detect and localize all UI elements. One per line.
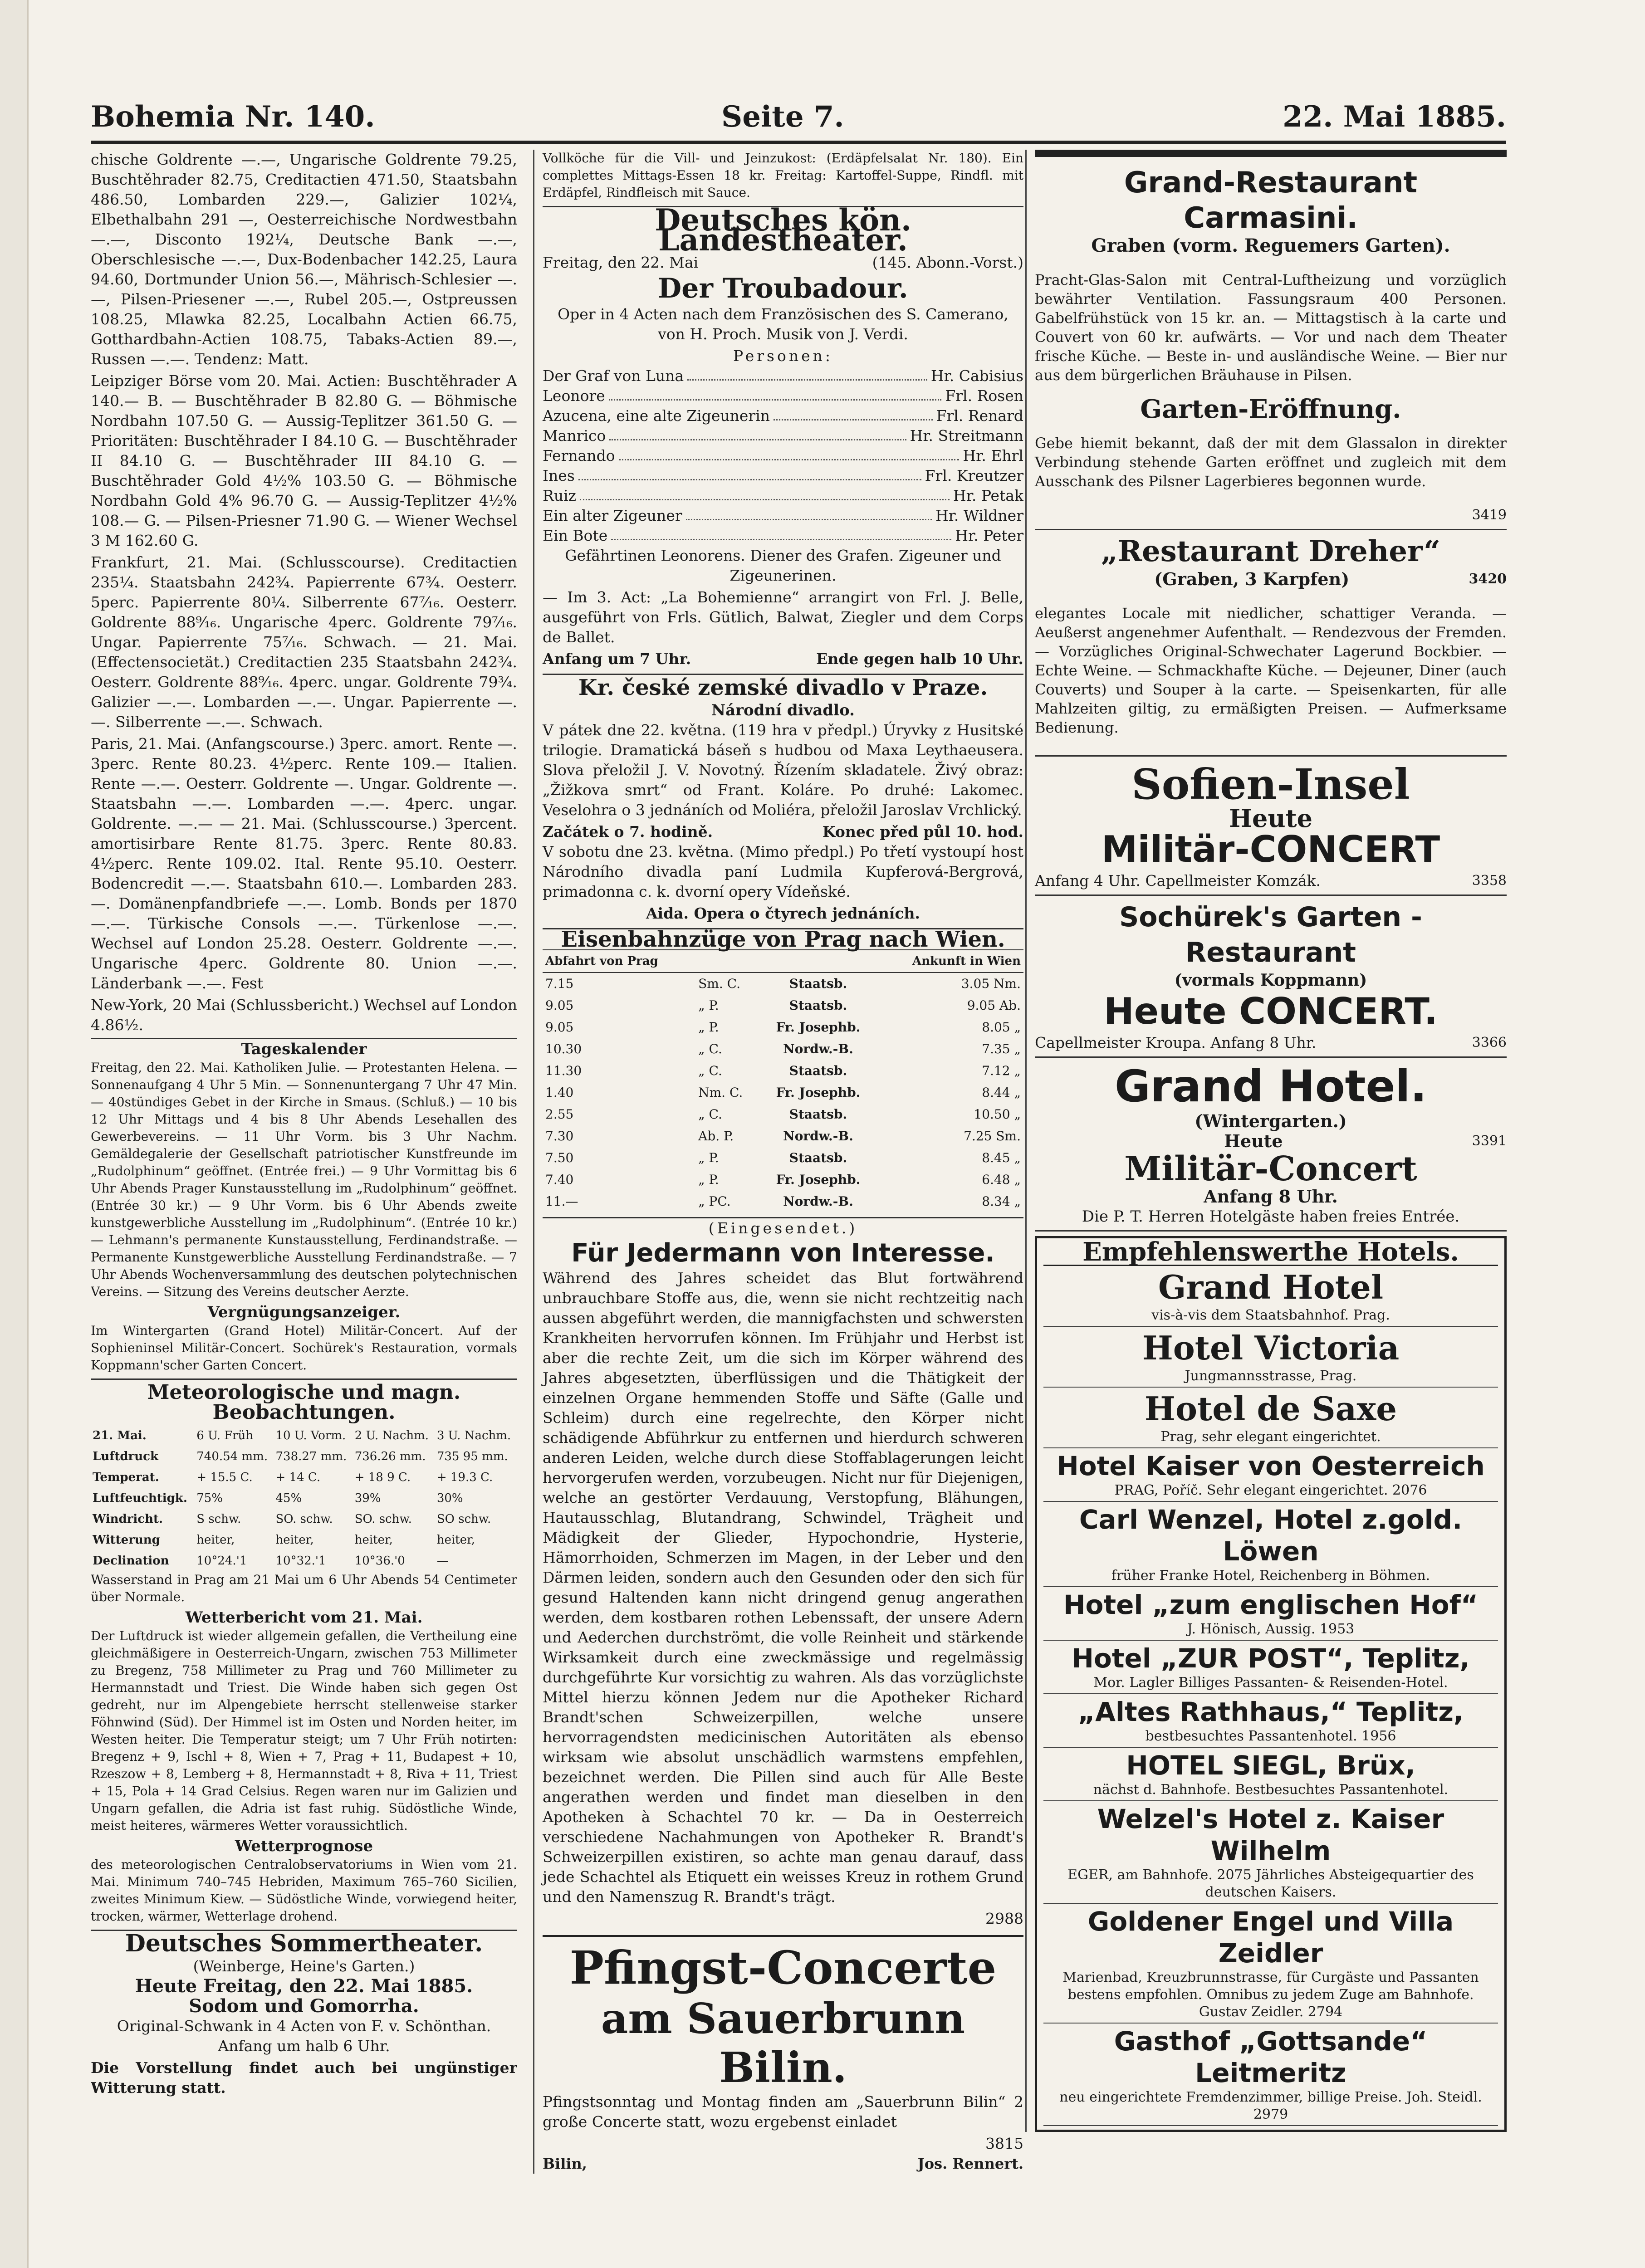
eingesendet-label: (Eingesendet.) xyxy=(543,1217,1023,1238)
hotel-entry xyxy=(1043,1327,1498,1388)
rail-cell: Ab. P. xyxy=(698,1129,734,1144)
grandhotel-name: Grand Hotel. xyxy=(1114,1061,1427,1112)
rail-cell: „ C. xyxy=(698,1041,722,1056)
carmasini-text: Pracht-Glas-Salon mit Central-Luftheizung und vorzüglich bewährter Ventilation. Fassungsraum 400 Personen. Gabelfrühstück von 15 kr. an. — Mittagstisch à la carte und Couvert von 60 kr. aufwärts. — Vor und nach dem Theater frische Küche. — Beste in- und ausländische Weine. — Bier nur aus dem bürgerlichen Bräuhause in Pilsen. xyxy=(1035,271,1507,384)
rail-cell: 6.48 „ xyxy=(982,1172,1021,1187)
hotel-name: Hotel Kaiser von Oesterreich xyxy=(1057,1451,1485,1481)
grandhotel-anfang: Anfang 8 Uhr. xyxy=(1204,1186,1338,1207)
rail-row xyxy=(543,1060,1023,1082)
landestheater-abo: (145. Abonn.-Vorst.) xyxy=(872,254,1023,271)
rail-header-cell xyxy=(760,950,876,973)
meteo-cell: Luftdruck xyxy=(93,1450,159,1463)
meteo-cell: 10°36.'0 xyxy=(354,1554,405,1568)
grandhotel-sub: (Wintergarten.) xyxy=(1195,1111,1347,1131)
rail-header-cell xyxy=(695,950,760,973)
hotel-name: Gasthof „Gottsande“ Leitmeritz xyxy=(1114,2026,1428,2088)
landestheater-play: Der Troubadour. xyxy=(658,273,908,304)
meteo-row xyxy=(91,1509,517,1530)
cast-actor: Hr. Wildner xyxy=(935,507,1023,524)
cast-dots xyxy=(611,526,951,540)
meteo-cell: Declination xyxy=(93,1554,169,1568)
rail-cell: Nordw.-B. xyxy=(783,1129,853,1144)
meteo-cell: 21. Mai. xyxy=(93,1429,147,1442)
meteo-cell: 3 U. Nachm. xyxy=(436,1429,511,1442)
interesse-number: 2988 xyxy=(985,1910,1023,1927)
wasserstand-text: Wasserstand in Prag am 21 Mai um 6 Uhr Abends 54 Centimeter über Normale. xyxy=(91,1572,517,1604)
cast-actor: Frl. Kreutzer xyxy=(925,467,1023,484)
czech-theatre-sub: Národní divadlo. xyxy=(711,701,855,719)
rail-row xyxy=(543,1169,1023,1191)
cast-row xyxy=(543,526,1023,546)
carmasini-ad xyxy=(1035,161,1507,530)
meteo-table xyxy=(91,1425,517,1571)
hotel-subline: neu eingerichtete Fremdenzimmer, billige Preise. Joh. Steidl. 2979 xyxy=(1059,2089,1482,2122)
meteo-cell: 75% xyxy=(196,1491,223,1505)
cast-dots xyxy=(578,466,921,480)
cast-row xyxy=(543,466,1023,486)
dreher-address: (Graben, 3 Karpfen) xyxy=(1154,569,1350,589)
meteo-cell: Temperat. xyxy=(93,1471,159,1484)
rail-cell: 1.40 xyxy=(545,1085,574,1100)
vergnuegung-text: Im Wintergarten (Grand Hotel) Militär-Concert. Auf der Sophieninsel Militär-Concert. Sochürek's Restauration, vormals Koppmann'scher Garten Concert. xyxy=(91,1323,517,1373)
cast-actor: Hr. Ehrl xyxy=(963,447,1023,464)
meteo-row xyxy=(91,1550,517,1571)
hotel-name: Carl Wenzel, Hotel z.gold. Löwen xyxy=(1079,1504,1463,1567)
meteo-cell: SO schw. xyxy=(436,1512,491,1526)
meteo-cell: 738.27 mm. xyxy=(275,1450,347,1463)
rail-cell: 7.35 „ xyxy=(982,1041,1021,1056)
meteo-cell: 10°24.'1 xyxy=(196,1554,247,1568)
cast-row xyxy=(543,366,1023,386)
hotel-entry xyxy=(1043,1801,1498,1904)
pfingst-ad xyxy=(543,1935,1023,2174)
grandhotel-number: 3391 xyxy=(1472,1133,1507,1149)
rail-cell: Sm. C. xyxy=(698,976,740,991)
rail-cell: Fr. Josephb. xyxy=(776,1172,861,1187)
czech-theatre-text: V pátek dne 22. května. (119 hra v předpl.) Úryvky z Husitské trilogie. Dramatická báseň s hudbou od Maxa Leythaeusera. Slova přeložil J. V. Novotný. Řízením skladatele. Živý obraz: „Žižkova smrt“ od Frant. Koláre. Po druhé: Lakomec. Veselohra o 3 jednáních od Moliéra, přeložil Jaroslav Vrchlický. xyxy=(543,721,1023,819)
header-left: Bohemia Nr. 140. xyxy=(91,100,375,134)
grandhotel-heute-line xyxy=(1035,1131,1507,1151)
carmasini-garden: Garten-Eröffnung. xyxy=(1140,394,1401,424)
rail-cell: 7.30 xyxy=(545,1129,574,1144)
meteo-cell: heiter, xyxy=(436,1533,475,1547)
hotel-subline: J. Hönisch, Aussig. 1953 xyxy=(1187,1621,1355,1637)
carmasini-text2: Gebe hiemit bekannt, daß der mit dem Glassalon in direkter Verbindung stehende Garten eröffnet und zugleich mit dem Ausschank des Pilsner Lagerbieres begonnen wurde. xyxy=(1035,435,1507,490)
rail-cell: 7.15 xyxy=(545,976,574,991)
rail-cell: 9.05 xyxy=(545,1020,574,1035)
hotel-subline: Jungmannsstrasse, Prag. xyxy=(1185,1368,1357,1384)
meteo-row xyxy=(91,1425,517,1446)
wetterprognose-text: des meteorologischen Centralobservatoriums in Wien vom 21. Mai. Minimum 740–745 Hebriden, Maximum 765–760 Sicilien, zweites Minimum Kiew. — Südöstliche Winde, vorwiegend heiter, trocken, wärmer, Wetterlage drohend. xyxy=(91,1857,517,1924)
rail-row xyxy=(543,973,1023,995)
sochurek-ad xyxy=(1035,896,1507,1058)
meteo-cell: + 19.3 C. xyxy=(436,1471,493,1484)
dreher-ad xyxy=(1035,530,1507,757)
hotel-entry xyxy=(1043,1388,1498,1448)
cast-role: Ines xyxy=(543,467,575,484)
czech-theatre-times xyxy=(543,822,1023,842)
landestheater-anfang: Anfang um 7 Uhr. xyxy=(543,650,691,668)
cast-row xyxy=(543,486,1023,506)
grandhotel-heute: Heute xyxy=(1224,1131,1283,1151)
cast-dots xyxy=(609,386,942,401)
pfingst-number: 3815 xyxy=(985,2135,1023,2152)
market-text: chische Goldrente —.—, Ungarische Goldrente 79.25, Buschtěhrader 82.75, Creditactien 471.50, Staatsbahn 486.50, Lombarden 229.—, Galizier 102¼, Elbethalbahn 291 —, Oesterreichische Nordwestbahn —.—, Disconto 192¼, Deutsche Bank —.—, Oberschlesische —.—, Dux-Bodenbacher 142.25, Laura 94.60, Dortmunder Union 56.—, Mährisch-Schlesier —.—, Pilsen-Priesener —.—, Rubel 205.—, Ostpreussen 108.25, Mlawka 82.25, Localbahn Actien 66.75, Gotthardbahn-Actien 108.75, Tabaks-Actien 89.—, Russen —.—. Tendenz: Matt. xyxy=(91,151,517,368)
meteo-cell: 6 U. Früh xyxy=(196,1429,254,1442)
hotel-entry xyxy=(1043,1904,1498,2024)
meteo-cell: + 18 9 C. xyxy=(354,1471,411,1484)
cast-dots xyxy=(686,506,932,520)
rail-cell: Nm. C. xyxy=(698,1085,743,1100)
ballet-note: — Im 3. Act: „La Bohemienne“ arrangirt von Frl. J. Belle, ausgeführt von Frls. Gütlich, Balwat, Ziegler und dem Corps de Ballet. xyxy=(543,588,1023,646)
page-header xyxy=(91,91,1506,144)
sochurek-name: Sochürek's Garten - Restaurant xyxy=(1119,901,1422,968)
hotel-subline: Marienbad, Kreuzbrunnstrasse, für Curgäste und Passanten bestens empfohlen. Omnibus zu jedem Zuge am Bahnhofe. Gustav Zeidler. 2794 xyxy=(1062,1970,1479,2020)
rail-cell: 8.45 „ xyxy=(982,1150,1021,1165)
rail-cell: Nordw.-B. xyxy=(783,1194,853,1209)
cast-actor: Hr. Cabisius xyxy=(930,367,1023,385)
rail-heading: Eisenbahnzüge von Prag nach Wien. xyxy=(543,928,1023,950)
hotel-entry xyxy=(1043,1502,1498,1587)
meteo-cell: heiter, xyxy=(354,1533,393,1547)
rail-cell: Fr. Josephb. xyxy=(776,1085,861,1100)
cast-role: Der Graf von Luna xyxy=(543,367,684,385)
sommertheater-heading: Deutsches Sommertheater. xyxy=(91,1930,517,1954)
meteo-cell: — xyxy=(436,1554,449,1568)
hotel-subline: bestbesuchtes Passantenhotel. 1956 xyxy=(1145,1728,1396,1744)
rail-cell: 9.05 xyxy=(545,998,574,1013)
meteo-cell: Witterung xyxy=(93,1533,160,1547)
tageskalender-heading: Tageskalender xyxy=(91,1038,517,1059)
dreher-number: 3420 xyxy=(1469,571,1507,587)
cast-row xyxy=(543,386,1023,406)
meteo-cell: 10 U. Vorm. xyxy=(275,1429,346,1442)
rail-cell: 7.50 xyxy=(545,1150,574,1165)
cast-row xyxy=(543,506,1023,526)
meteo-cell: heiter, xyxy=(196,1533,235,1547)
sochurek-text: Capellmeister Kroupa. Anfang 8 Uhr. xyxy=(1035,1034,1317,1051)
rail-cell: 7.40 xyxy=(545,1172,574,1187)
meteo-cell: 10°32.'1 xyxy=(275,1554,326,1568)
hotels-heading: Empfehlenswerthe Hotels. xyxy=(1043,1242,1498,1266)
rail-cell: „ P. xyxy=(698,1150,719,1165)
czech-theatre-heading: Kr. české zemské divadlo v Praze. xyxy=(543,674,1023,698)
rail-cell: 7.25 Sm. xyxy=(964,1129,1021,1144)
pfingst-text: Pfingstsonntag und Montag finden am „Sauerbrunn Bilin“ 2 große Concerte statt, wozu ergebenst einladet xyxy=(543,2093,1023,2131)
landestheater-date: Freitag, den 22. Mai xyxy=(543,254,699,271)
hotel-entry xyxy=(1043,1266,1498,1327)
hotel-name: Grand Hotel xyxy=(1158,1268,1384,1306)
rail-cell: Nordw.-B. xyxy=(783,1041,853,1056)
wetter-heading: Wetterbericht vom 21. Mai. xyxy=(185,1608,423,1627)
cast-dots xyxy=(609,426,906,440)
hotel-entry xyxy=(1043,1694,1498,1748)
hotels-box xyxy=(1035,1236,1507,2132)
hotel-entry xyxy=(1043,1748,1498,1801)
pfingst-title: Pfingst-Concerte xyxy=(569,1941,997,1994)
hotel-subline: früher Franke Hotel, Reichenberg in Böhmen. xyxy=(1111,1568,1430,1584)
hotel-name: Goldener Engel und Villa Zeidler xyxy=(1087,1906,1454,1969)
header-right: 22. Mai 1885. xyxy=(1283,100,1506,134)
hotel-name: Hotel Victoria xyxy=(1142,1329,1400,1367)
hotel-subline: nächst d. Bahnhofe. Bestbesuchtes Passantenhotel. xyxy=(1093,1782,1449,1798)
landestheater-ende: Ende gegen halb 10 Uhr. xyxy=(816,650,1023,668)
sommertheater-play: Sodom und Gomorrha. xyxy=(189,1995,419,2017)
meteo-row xyxy=(91,1446,517,1467)
personen-heading: Personen: xyxy=(733,347,833,365)
cast-dots xyxy=(774,406,933,420)
rail-cell: 3.05 Nm. xyxy=(961,976,1021,991)
rail-cell: Staatsb. xyxy=(789,1150,847,1165)
rail-row xyxy=(543,1038,1023,1060)
grandhotel-ad xyxy=(1035,1058,1507,1232)
sommertheater-desc: Original-Schwank in 4 Acten von F. v. Schönthan. Anfang um halb 6 Uhr. xyxy=(117,2017,491,2055)
rail-cell: „ C. xyxy=(698,1107,722,1122)
meteo-row xyxy=(91,1530,517,1550)
rail-row xyxy=(543,1125,1023,1147)
rail-cell: Staatsb. xyxy=(789,1107,847,1122)
czech-aida: Aida. Opera o čtyrech jednáních. xyxy=(646,904,920,922)
rail-row xyxy=(543,1017,1023,1038)
pfingst-place: Bilin, xyxy=(543,2155,587,2172)
sommertheater-date: Heute Freitag, den 22. Mai 1885. xyxy=(135,1975,473,1997)
cast-row xyxy=(543,446,1023,466)
hotel-subline: Prag, sehr elegant eingerichtet. xyxy=(1160,1429,1381,1445)
cast-dots xyxy=(580,486,950,500)
hotel-entry xyxy=(1043,1587,1498,1641)
newyork-exchange: New-York, 20 Mai (Schlussbericht.) Wechsel auf London 4.86½. xyxy=(91,996,517,1034)
meteo-cell: 39% xyxy=(354,1491,381,1505)
sofien-concert: Militär-CONCERT xyxy=(1101,828,1440,870)
meteo-cell: Luftfeuchtigk. xyxy=(93,1491,187,1505)
sochurek-line xyxy=(1035,1033,1507,1053)
sommertheater-sub: (Weinberge, Heine's Garten.) xyxy=(193,1957,415,1975)
wetterprognose-heading: Wetterprognose xyxy=(235,1837,373,1855)
meteo-cell: heiter, xyxy=(275,1533,314,1547)
carmasini-address: Graben (vorm. Reguemers Garten). xyxy=(1091,235,1450,256)
rail-header-cell: Ankunft in Wien xyxy=(876,950,1023,973)
cast-actor: Frl. Rosen xyxy=(945,387,1023,405)
landestheater-times xyxy=(543,649,1023,669)
cast-role: Ein Bote xyxy=(543,527,608,544)
rail-cell: „ P. xyxy=(698,1020,719,1035)
wetter-text: Der Luftdruck ist wieder allgemein gefallen, die Vertheilung eine gleichmäßigere in Oesterreich-Ungarn, zwischen 753 Millimeter zu Bregenz, 758 Millimeter zu Prag und 760 Millimeter zu Hermannstadt und Triest. Die Winde haben sich gegen Ost gedreht, nur im Alpengebiete herrscht stellenweise starker Föhnwind (Süd). Der Himmel ist im Osten und Norden heiter, im Westen heiter. Die Temperatur steigt; um 7 Uhr Früh notirten: Bregenz + 9, Ischl + 8, Wien + 7, Prag + 11, Budapest + 10, Rzeszow + 8, Lemberg + 8, Hermannstadt + 8, Riva + 11, Triest + 15, Pola + 14 Grad Celsius. Regen waren nur im Galizien und Ungarn gefallen, die Adria ist fast ruhig. Südöstliche Winde, meist heiteres, wärmeres Wetter voraussichtlich. xyxy=(91,1628,517,1833)
meteo-cell: 45% xyxy=(275,1491,302,1505)
rail-table xyxy=(543,950,1023,1212)
rail-cell: 11.— xyxy=(545,1194,578,1209)
rail-row xyxy=(543,1191,1023,1212)
frankfurt-exchange: Frankfurt, 21. Mai. (Schlusscourse). Creditactien 235¼. Staatsbahn 242¾. Papierrente 67¾. Oesterr. 5perc. Papierrente 80¼. Silberrente 67⁷⁄₁₆. Oesterr. Goldrente 88⁹⁄₁₆. Ungarische 4perc. Goldrente 79⁷⁄₁₆. Ungar. Papierrente 75⁷⁄₁₆. Schwach. — 21. Mai. (Effectensocietät.) Creditactien 235 Staatsbahn 242¾. Oesterr. Goldrente 88⁹⁄₁₆. 4perc. ungar. Goldrente 79¾. Galizier —.—. Lombarden —.—. Ungar. Papierrente —.—. Silberrente —.—. Schwach. xyxy=(91,553,517,731)
hotel-list xyxy=(1043,1266,1498,2126)
rail-cell: 10.50 „ xyxy=(974,1107,1021,1122)
rail-cell: Fr. Josephb. xyxy=(776,1020,861,1035)
meteo-cell: SO. schw. xyxy=(354,1512,412,1526)
cast-actor: Hr. Petak xyxy=(953,487,1023,504)
hotel-name: Welzel's Hotel z. Kaiser Wilhelm xyxy=(1097,1804,1444,1866)
cast-role: Manrico xyxy=(543,427,606,445)
pfingst-name: Jos. Rennert. xyxy=(917,2155,1023,2172)
cast-note: Gefährtinen Leonorens. Diener des Grafen. Zigeuner und Zigeunerinen. xyxy=(565,547,1001,584)
rail-cell: 7.12 „ xyxy=(982,1063,1021,1078)
hotel-subline: EGER, am Bahnhofe. 2075 Jährliches Absteigequartier des deutschen Kaisers. xyxy=(1067,1867,1474,1900)
grandhotel-note: Die P. T. Herren Hotelgäste haben freies Entrée. xyxy=(1082,1207,1460,1226)
dreher-name: „Restaurant Dreher“ xyxy=(1101,534,1440,568)
czech-begin: Začátek o 7. hodině. xyxy=(543,823,713,841)
meteo-cell: 740.54 mm. xyxy=(196,1450,268,1463)
rail-cell: 2.55 xyxy=(545,1107,574,1122)
pfingst-signature xyxy=(543,2154,1023,2174)
cast-actor: Hr. Peter xyxy=(955,527,1023,544)
page-binding-edge xyxy=(0,0,29,2268)
top-rule xyxy=(1035,150,1507,157)
dreher-addressline xyxy=(1035,569,1507,589)
cast-dots xyxy=(619,446,960,460)
sochurek-number: 3366 xyxy=(1472,1035,1507,1051)
cast-row xyxy=(543,426,1023,446)
meteo-cell: 30% xyxy=(436,1491,463,1505)
rail-cell: „ P. xyxy=(698,998,719,1013)
rail-row xyxy=(543,1104,1023,1125)
hotel-subline: Mor. Lagler Billiges Passanten- & Reisenden-Hotel. xyxy=(1093,1675,1448,1691)
rail-cell: „ PC. xyxy=(698,1194,731,1209)
meteo-cell: S schw. xyxy=(196,1512,241,1526)
vergnuegung-heading: Vergnügungsanzeiger. xyxy=(207,1303,401,1321)
cast-row xyxy=(543,406,1023,426)
rail-cell: 8.34 „ xyxy=(982,1194,1021,1209)
hotel-name: Hotel „ZUR POST“, Teplitz, xyxy=(1072,1643,1470,1674)
cast-dots xyxy=(687,366,927,381)
sofien-heute: Heute xyxy=(1229,804,1312,833)
rail-cell: „ P. xyxy=(698,1172,719,1187)
hotel-entry xyxy=(1043,2024,1498,2126)
grandhotel-concert: Militär-Concert xyxy=(1124,1149,1417,1188)
cast-role: Fernando xyxy=(543,447,615,464)
rail-row xyxy=(543,995,1023,1017)
cast-role: Azucena, eine alte Zigeunerin xyxy=(543,407,770,425)
cast-role: Ein alter Zigeuner xyxy=(543,507,682,524)
column-3 xyxy=(1025,150,1507,2132)
meteo-cell: 736.26 mm. xyxy=(354,1450,426,1463)
header-center: Seite 7. xyxy=(721,100,844,134)
czech-saturday: V sobotu dne 23. května. (Mimo předpl.) Po třetí vystoupí host Národního divadla paní Ludmila Kupferová-Bergrová, primadonna c. k. dvorní opery Vídeňské. xyxy=(543,843,1023,900)
meteo-cell: 735 95 mm. xyxy=(436,1450,508,1463)
column-2 xyxy=(533,150,1023,2174)
sofien-text: Anfang 4 Uhr. Capellmeister Komzák. xyxy=(1035,872,1321,890)
pfingst-subtitle: am Sauerbrunn Bilin. xyxy=(601,1994,965,2092)
meteo-cell: 2 U. Nachm. xyxy=(354,1429,429,1442)
meteo-cell: SO. schw. xyxy=(275,1512,333,1526)
sofien-ad xyxy=(1035,757,1507,896)
hotel-name: Hotel de Saxe xyxy=(1144,1389,1397,1428)
czech-end: Konec před půl 10. hod. xyxy=(822,823,1023,841)
hotel-name: Hotel „zum englischen Hof“ xyxy=(1063,1589,1478,1620)
rail-cell: 11.30 xyxy=(545,1063,582,1078)
kitchen-notice: Vollköche für die Vill- und Jeinzukost: (Erdäpfelsalat Nr. 180). Ein complettes Mittags-Essen 18 kr. Freitag: Kartoffel-Suppe, Rindfl. mit Erdäpfel, Rindfleisch mit Sauce. xyxy=(543,151,1023,200)
hotel-entry xyxy=(1043,1448,1498,1502)
cast-list xyxy=(543,366,1023,546)
cast-actor: Frl. Renard xyxy=(936,407,1023,425)
paris-exchange: Paris, 21. Mai. (Anfangscourse.) 3perc. amort. Rente —. 3perc. Rente 80.23. 4½perc. Rente 109.— Italien. Rente —.—. Oesterr. Goldrente —. Ungar. Goldrente —. Staatsbahn —.—. Lombarden —.—. 4perc. ungar. Goldrente. —.— — 21. Mai. (Schlusscourse.) 3percent. amortisirbare Rente 81.75. 3perc. Rente 80.83. 4½perc. Rente 109.02. Ital. Rente 95.10. Oesterr. Bodencredit —.—. Staatsbahn 610.—. Lombarden 283.—. Domänenpfandbriefe —.—. Lomb. Bonds per 1870 —.—. Türkische Consols —.—. Türkenlose —.—. Wechsel auf London 25.28. Oesterr. Goldrente —.—. Ungarische 4perc. Goldrente 80. Union —.—. Länderbank —.—. Fest xyxy=(91,735,517,992)
meteo-cell: + 15.5 C. xyxy=(196,1471,253,1484)
column-1 xyxy=(91,150,517,2100)
sofien-line xyxy=(1035,871,1507,891)
carmasini-name: Grand-Restaurant Carmasini. xyxy=(1124,166,1418,235)
hotel-subline: PRAG, Poříč. Sehr elegant eingerichtet. 2076 xyxy=(1114,1482,1427,1498)
sommertheater-note: Die Vorstellung findet auch bei ungünstiger Witterung statt. xyxy=(91,2059,517,2097)
meteo-cell: + 14 C. xyxy=(275,1471,321,1484)
tageskalender-text: Freitag, den 22. Mai. Katholiken Julie. — Protestanten Helena. — Sonnenaufgang 4 Uhr 5 Min. — Sonnenuntergang 7 Uhr 47 Min. — 40stündiges Gebet in der Kirche in Smaus. (Schluß.) — 10 bis 12 Uhr Mittags und 4 bis 8 Uhr Abends Lesehallen des Gewerbevereins. — 11 Uhr Vorm. bis 3 Uhr Nachm. Gemäldegalerie der Gesellschaft patriotischer Kunstfreunde im „Rudolphinum“ geöffnet. (Entrée frei.) — 9 Uhr Vormittag bis 6 Uhr Abends Prager Kunstausstellung im „Rudolphinum“ geöffnet. (Entrée 30 kr.) — 9 Uhr Vorm. bis 6 Uhr Abends zweite kunstgewerbliche Ausstellung im „Rudolphinum“. (Entrée 10 kr.) — Lehmann's permanente Kunstausstellung, Ferdinandstraße. — Permanente Kunstgewerbliche Ausstellung Ferdinandstraße. — 7 Uhr Abends Wochenversammlung des deutschen polytechnischen Vereins. — Sitzung des Vereins deutscher Aerzte. xyxy=(91,1060,517,1299)
rail-cell: Staatsb. xyxy=(789,1063,847,1078)
interesse-heading: Für Jedermann von Interesse. xyxy=(571,1238,995,1268)
rail-cell: Staatsb. xyxy=(789,998,847,1013)
dreher-text: elegantes Locale mit niedlicher, schattiger Veranda. — Aeußerst angenehmer Aufenthalt. — Rendezvous der Fremden. — Vorzügliches Original-Schwechater Lagerund Bockbier. — Echte Weine. — Schmackhafte Küche. — Dejeuner, Diner (auch Couverts) und Souper à la carte. — Speisenkarten, für alle Mahlzeiten giltig, zu ermäßigten Preisen. — Aufmerksame Bedienung. xyxy=(1035,605,1507,736)
cast-role: Ruiz xyxy=(543,487,577,504)
cast-role: Leonore xyxy=(543,387,605,405)
sofien-name: Sofien-Insel xyxy=(1131,760,1410,809)
landestheater-heading: Deutsches kön. Landestheater. xyxy=(543,206,1023,250)
sochurek-sub: (vormals Koppmann) xyxy=(1174,971,1367,990)
rail-cell: „ C. xyxy=(698,1063,722,1078)
hotel-name: „Altes Rathhaus,“ Teplitz, xyxy=(1077,1696,1464,1727)
rail-cell: 8.05 „ xyxy=(982,1020,1021,1035)
rail-header-cell: Abfahrt von Prag xyxy=(543,950,695,973)
rail-row xyxy=(543,1147,1023,1169)
meteo-row xyxy=(91,1488,517,1509)
hotel-name: HOTEL SIEGL, Brüx, xyxy=(1126,1750,1415,1781)
interesse-text: Während des Jahres scheidet das Blut fortwährend unbrauchbare Stoffe aus, die, wenn sie nicht rechtzeitig nach aussen abgeführt werden, die mannigfachsten und schwersten Krankheiten hervorrufen können. Im Frühjahr und Herbst ist aber die rechte Zeit, um die sich im Körper während des Jahres abgesetzten, überflüssigen und die Thätigkeit der einzelnen Organe hemmenden Stoffe und Säfte (Galle und Schleim) durch eine regelrechte, den Körper nicht schädigende Abführkur zu entfernen und hierdurch schweren anderen Leiden, welche durch diese Stoffablagerungen leicht hervorgerufen werden, vorzubeugen. Nicht nur für Diejenigen, welche an gestörter Verdauung, Verstopfung, Blähungen, Hautausschlag, Blutandrang, Schwindel, Trägheit und Mädigkeit der Glieder, Hypochondrie, Hysterie, Hämorrhoiden, Schmerzen im Magen, in der Leber und den Därmen leiden, sondern auch den Gesunden oder den sich für gesund Haltenden kann nicht dringend genug angerathen werden, dem kostbaren rothen Lebenssaft, der unsere Adern und Aederchen durchströmt, die volle Reinheit und stärkende Wirksamkeit durch eine zweckmässige und regelmässig durchgeführte Kur vorsichtig zu wahren. Als das vorzüglichste Mittel hierzu können Jedem nur die Apotheker Richard Brandt'schen Schweizerpillen, welche unsere hervorragendsten medicinischen Autoritäten als ebenso wirksam wie absolut unschädlich warmstens empfehlen, bezeichnet werden. Die Pillen sind auch für Alle Beste angerathen werden und findet man dieselben in den Apotheken à Schachtel 70 kr. — Da in Oesterreich verschiedene Nachahmungen von Apotheker R. Brandt's Schweizerpillen existiren, so achte man genau darauf, dass jede Schachtel als Etiquett ein weisses Kreuz in rothem Grund und den Namenszug R. Brandt's trägt. xyxy=(543,1269,1023,1906)
meteo-cell: Windricht. xyxy=(93,1512,163,1526)
landestheater-desc: Oper in 4 Acten nach dem Französischen des S. Camerano, von H. Proch. Musik von J. Verdi. xyxy=(558,305,1009,343)
rail-cell: 10.30 xyxy=(545,1041,582,1056)
rail-cell: 8.44 „ xyxy=(982,1085,1021,1100)
sofien-number: 3358 xyxy=(1472,873,1507,889)
rail-cell: 9.05 Ab. xyxy=(967,998,1021,1013)
leipzig-exchange: Leipziger Börse vom 20. Mai. Actien: Buschtěhrader A 140.— B. — Buschtěhrader B 82.80 G. — Böhmische Nordbahn 107.50 G. — Aussig-Teplitzer 361.50 G. — Prioritäten: Buschtěhrader I 84.10 G. — Buschtěhrader II 84.10 G. — Buschtěhrader III 84.10 G. — Buschtěhrader Gold 4½% 103.50 G. — Böhmische Nordbahn Gold 4% 96.70 G. — Aussig-Teplitzer 4½% 108.— G. — Pilsen-Priesner 71.90 G. — Wiener Wechsel 3 M 162.60 G. xyxy=(91,372,517,549)
cast-actor: Hr. Streitmann xyxy=(910,427,1023,445)
hotel-entry xyxy=(1043,1641,1498,1694)
meteo-row xyxy=(91,1467,517,1488)
rail-row xyxy=(543,1082,1023,1104)
rail-cell: Staatsb. xyxy=(789,976,847,991)
meteo-heading: Meteorologische und magn. Beobachtungen. xyxy=(91,1378,517,1422)
sochurek-concert: Heute CONCERT. xyxy=(1103,990,1438,1032)
hotel-subline: vis-à-vis dem Staatsbahnhof. Prag. xyxy=(1151,1307,1390,1323)
carmasini-number: 3419 xyxy=(1472,507,1507,523)
